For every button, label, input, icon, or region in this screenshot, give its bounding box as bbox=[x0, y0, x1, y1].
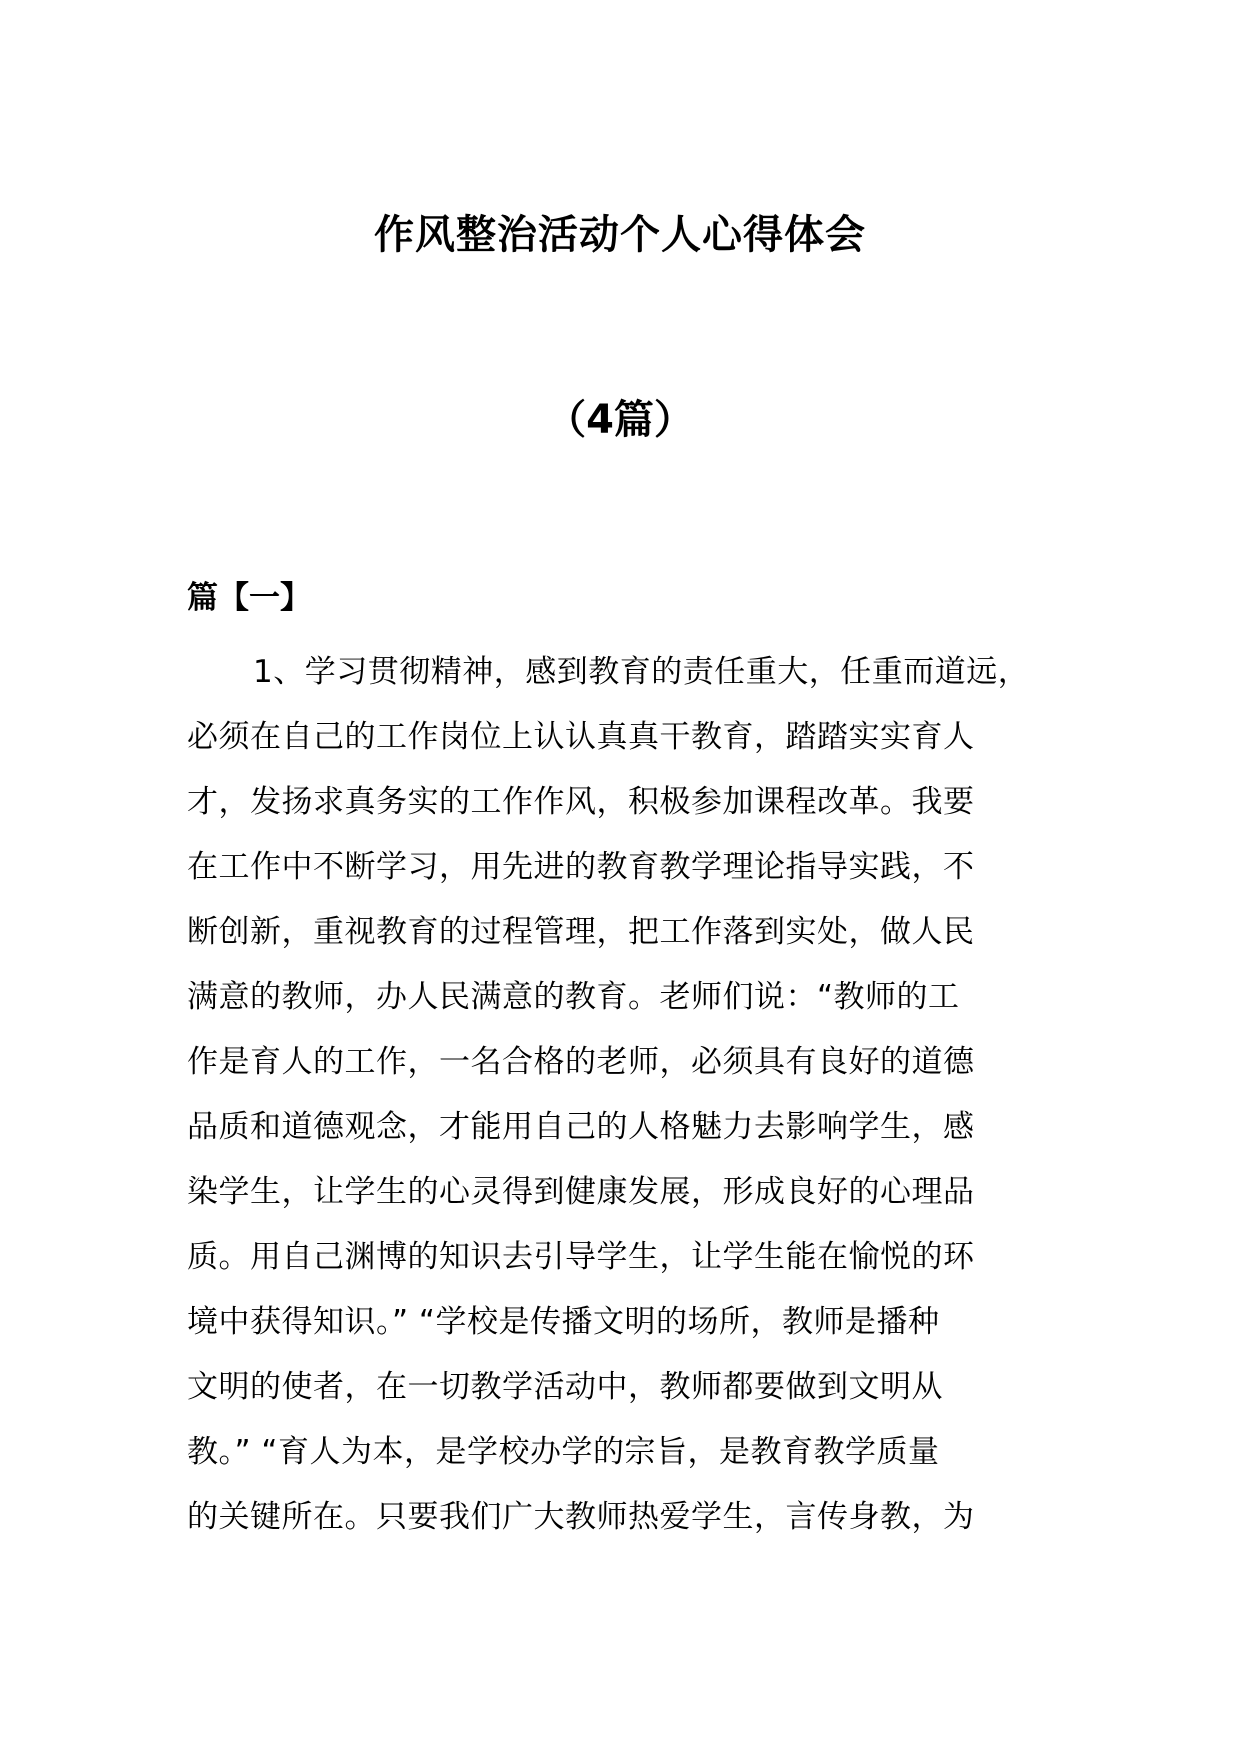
body-line: 1、学习贯彻精神，感到教育的责任重大，任重而道远， bbox=[253, 654, 1030, 690]
body-line: 在工作中不断学习，用先进的教育教学理论指导实践，不 bbox=[187, 849, 975, 885]
body-line: 满意的教师，办人民满意的教育。老师们说：“教师的工 bbox=[187, 979, 960, 1015]
body-line: 断创新，重视教育的过程管理，把工作落到实处，做人民 bbox=[187, 914, 975, 950]
body-line: 境中获得知识。” “学校是传播文明的场所，教师是播种 bbox=[187, 1304, 940, 1340]
body-line: 染学生，让学生的心灵得到健康发展，形成良好的心理品 bbox=[187, 1174, 975, 1210]
body-line: 的关键所在。只要我们广大教师热爱学生，言传身教，为 bbox=[187, 1499, 975, 1535]
section-heading: 篇【一】 bbox=[187, 580, 311, 616]
body-paragraph bbox=[187, 640, 1057, 1550]
document-title: 作风整治活动个人心得体会 bbox=[374, 212, 866, 258]
document-subtitle: （4篇） bbox=[546, 397, 694, 443]
body-line: 品质和道德观念，才能用自己的人格魅力去影响学生，感 bbox=[187, 1109, 975, 1145]
body-line: 质。用自己渊博的知识去引导学生，让学生能在愉悦的环 bbox=[187, 1239, 975, 1275]
body-line: 文明的使者，在一切教学活动中，教师都要做到文明从 bbox=[187, 1369, 943, 1405]
body-line: 教。” “育人为本，是学校办学的宗旨，是教育教学质量 bbox=[187, 1434, 940, 1470]
body-line: 作是育人的工作，一名合格的老师，必须具有良好的道德 bbox=[187, 1044, 975, 1080]
body-line: 必须在自己的工作岗位上认认真真干教育，踏踏实实育人 bbox=[187, 719, 975, 755]
body-line: 才，发扬求真务实的工作作风，积极参加课程改革。我要 bbox=[187, 784, 975, 820]
